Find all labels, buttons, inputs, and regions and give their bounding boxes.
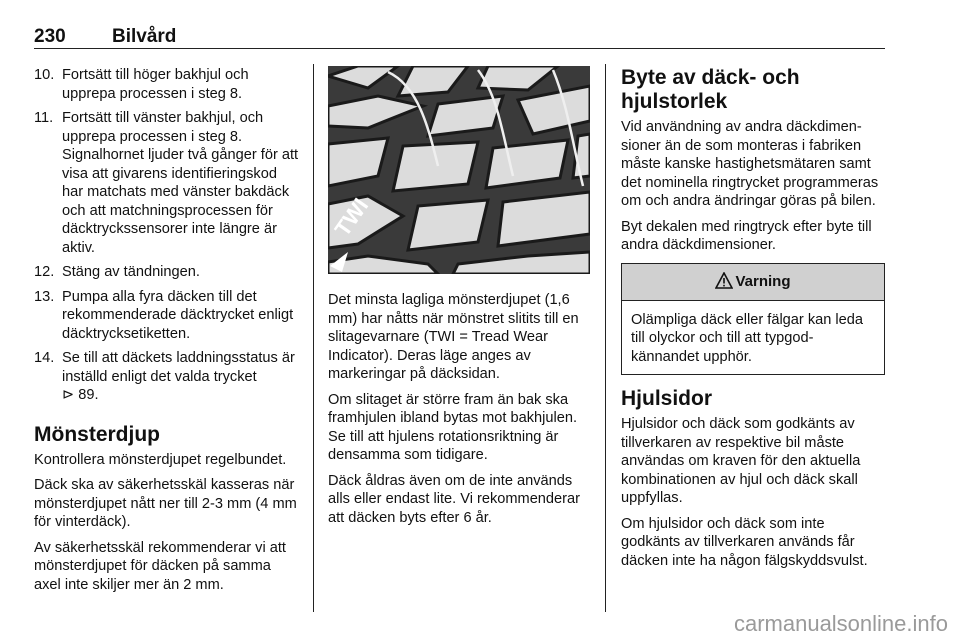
list-item <box>34 288 300 344</box>
column-divider <box>313 64 314 612</box>
step-number: 13. <box>34 288 55 305</box>
paragraph: Kontrollera mönsterdjupet regelbundet. <box>34 451 287 468</box>
paragraph: Om slitaget är större fram än bak ska framhjulen ibland bytas mot bakhjulen. Se till att hjulens rotationsriktning är densamma som tidigare. <box>328 391 578 463</box>
paragraph: Om hjulsidor och däck som inte godkänts av tillverkaren används får däcken inte ha någon fälgskyddsvulst. <box>621 515 868 569</box>
paragraph: Det minsta lagliga mönsterdjupet (1,6 mm) har nåtts när mönstret slitits till en slitagevarnare (TWI = Tread Wear Indicator). Deras läge anges av markeringar på däcksidan. <box>328 292 579 382</box>
paragraph: Byt dekalen med ringtryck efter byte till andra däckdimensioner. <box>621 218 872 253</box>
twi-label: TWI <box>329 193 374 241</box>
page-number: 230 <box>34 26 66 47</box>
paragraph: Vid användning av andra däckdimensioner än de som monteras i fabriken måste kanske hastighetsmätaren samt det nominella ringtrycket programmeras om och andra ändringar göras på bilen. <box>621 119 879 209</box>
warning-body <box>622 301 884 375</box>
list-item <box>34 263 300 282</box>
column-divider <box>605 64 606 612</box>
heading-monsterdjup: Mönsterdjup <box>34 422 160 446</box>
step-text: Pumpa alla fyra däcken till det rekommenderade däcktrycket enligt däcktrycksetiketten. <box>62 288 294 342</box>
step-number: 10. <box>34 67 55 83</box>
list-item <box>34 349 300 405</box>
paragraph: Däck ska av säkerhetsskäl kasseras när mönsterdjupet nått ner till 2-3 mm (4 mm för vinterdäck). <box>34 477 297 530</box>
warning-title: Varning <box>735 272 791 290</box>
watermark: carmanualsonline.info <box>733 611 948 636</box>
right-column <box>621 66 885 577</box>
list-item <box>34 109 300 257</box>
list-item <box>34 66 300 103</box>
heading-byte-av-dack: Byte av däck- och hjulstorlek <box>621 66 800 113</box>
tire-tread-image <box>328 66 590 274</box>
page-ref-arrow-icon: ⊳ <box>62 387 75 403</box>
step-text: Fortsätt till höger bakhjul och upprepa processen i steg 8. <box>62 67 249 102</box>
warning-box <box>621 263 885 376</box>
paragraph: Däck åldras även om de inte används alls eller endast lite. Vi rekommenderar att däcken byts efter 6 år. <box>328 472 580 526</box>
page-ref-link[interactable]: 89. <box>78 387 99 403</box>
paragraph: Av säkerhetsskäl rekommenderar vi att mönsterdjupet för däcken på samma axel inte skiljer mer än 2 mm. <box>34 539 286 593</box>
left-column <box>34 66 300 601</box>
heading-hjulsidor: Hjulsidor <box>621 387 713 410</box>
section-title: Bilvård <box>112 26 177 47</box>
warning-header <box>622 264 884 301</box>
steps-list <box>34 66 300 405</box>
paragraph: Hjulsidor och däck som godkänts av tillverkaren av respektive bil måste användas om kraven för den aktuella kombinationen av hjul och däck skall uppfyllas. <box>621 416 861 506</box>
warning-text: Olämpliga däck eller fälgar kan leda till olyckor och till att typgodkännandet upphör. <box>631 311 864 365</box>
step-number: 14. <box>34 350 55 366</box>
page-header <box>34 26 885 49</box>
step-number: 12. <box>34 264 55 280</box>
step-number: 11. <box>34 110 54 126</box>
warning-triangle-icon <box>715 272 733 289</box>
step-text: Se till att däckets laddningsstatus är inställd enligt det valda trycket <box>62 350 295 385</box>
step-text: Fortsätt till vänster bakhjul, och upprepa processen i steg 8. Signalhornet ljuder två gånger för att visa att givarens identifieringskod har matchats med vänster bakdäck och att matchningsprocessen för däcktryckssensorer inte längre är aktiv. <box>62 110 299 256</box>
step-text: Stäng av tändningen. <box>62 264 200 280</box>
middle-column <box>328 66 592 534</box>
